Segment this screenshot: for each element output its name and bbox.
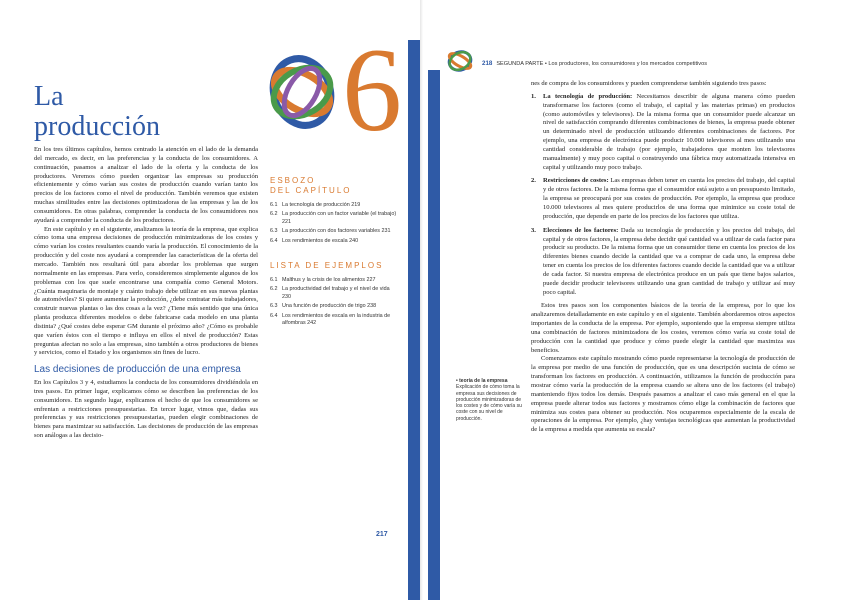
outline-item [270, 202, 398, 209]
running-header [482, 60, 707, 67]
page-number: 217 [376, 531, 388, 538]
step-text: Las empresas deben tener en cuenta los precios del trabajo, del capital y de otros factores. De la misma forma que el consumidor está sujeto a un presupuesto limitado, la empresa se preocupará por sus costes de producción. Por ejemplo, la empresa que produce 10.000 televisores al mes quiere producirlos de una forma que minimice su coste total de producción, que depende en parte de los precios de los factores que utiliza. [543, 177, 795, 220]
list-item [531, 93, 795, 173]
outline-title-line1: ESBOZO [270, 176, 316, 185]
blue-band-right [428, 70, 440, 600]
chapter-title-line1: La [34, 81, 64, 112]
example-num: 6.2 [270, 286, 278, 293]
margin-note [456, 378, 526, 422]
example-item [270, 313, 398, 328]
chapter-title-line2: producción [34, 111, 160, 142]
step-number: 3. [531, 226, 536, 234]
interlocking-rings-icon [262, 44, 342, 144]
step-number: 2. [531, 177, 536, 185]
outline-title-line2: DEL CAPÍTULO [270, 186, 352, 195]
paragraph: Estos tres pasos son los componentes básicos de la teoría de la empresa, por lo que los analizaremos detalladamente en este capítulo y en el siguiente. También abordaremos otros aspectos importantes de la conducta de la empresa. Por ejemplo, suponiendo que la empresa siempre utiliza una combinación de factores minimizadora de los costes, veremos cómo varía su coste total de producción con la cantidad que produce y cómo puede elegir la cantidad que maximiza sus beneficios. [531, 302, 795, 354]
example-text: Malthus y la crisis de los alimentos 227 [282, 277, 376, 284]
right-body [531, 80, 795, 435]
blue-band [408, 40, 420, 600]
paragraph: En los tres últimos capítulos, hemos centrado la atención en el lado de la demanda del mercado, es decir, en las preferencias y la conducta de los consumidores. A continuación, pasamos a analizar el lado de la oferta y la conducta de los productores. Veremos cómo pueden organizar las empresas su producción eficientemente y cómo varían sus costes de producción cuando varían tanto los precios de los factores como el nivel de producción. También veremos que existen muchas similitudes entre las decisiones optimizadoras de las empresas y las de los consumidores. En otras palabras, comprender la conducta de los consumidores nos ayudará a comprender la conducta de los productores. [34, 146, 258, 224]
chapter-outline [270, 176, 398, 329]
margin-note-text: Explicación de cómo toma la empresa sus decisiones de producción minimizadoras de los costes y de cómo varía su coste con su nivel de producción. [456, 384, 522, 422]
paragraph: En este capítulo y en el siguiente, analizamos la teoría de la empresa, que explica cómo toma una empresa decisiones de producción minimizadoras de los costes y cómo varían los costes resultantes cuando varía la producción. El conocimiento de la producción y del coste nos ayudará a comprender las características de la oferta del mercado. También nos resultará útil para abordar los problemas que surgen normalmente en las empresas. Para verlo, consideremos simplemente algunos de los problemas con los que suele encontrarse una compañía como General Motors. ¿Cuánta maquinaria de montaje y cuánto trabajo debe utilizar en sus nuevas plantas de automóviles? Si quiere aumentar la producción, ¿debe contratar más trabajadores, construir nuevas plantas o las dos cosas a la vez? ¿Tiene más sentido que una única planta produzca diferentes modelos o debe fabricarse cada modelo en una planta distinta? ¿Qué costes debe esperar GM durante el próximo año? ¿Cómo es probable que varíen éstos con el tiempo e influya en ellos el nivel de producción? Estas preguntas afectan no solo a las empresas, sino también a otros productores de bienes y servicios, como el Estado y los organismos sin fines de lucro. [34, 225, 258, 357]
outline-num: 6.4 [270, 237, 278, 244]
paragraph: nes de compra de los consumidores y pueden comprenderse también siguiendo tres pasos: [531, 80, 767, 87]
outline-item [270, 238, 398, 245]
example-num: 6.1 [270, 277, 278, 284]
paragraph: En los Capítulos 3 y 4, estudiamos la conducta de los consumidores dividiéndola en tres pasos. En primer lugar, explicamos cómo se describen las preferencias de los consumidores. En segundo lugar, explicamos el hecho de que los consumidores se enfrentan a restricciones presupuestarias. En tercer lugar, vimos que, dadas sus preferencias y sus restricciones presupuestarias, pueden elegir combinaciones de bienes para maximizar su satisfacción. Las decisiones de producción de las empresas son análogas a las decisio- [34, 379, 258, 440]
example-item [270, 286, 398, 301]
outline-item [270, 211, 398, 226]
example-item [270, 277, 398, 284]
outline-num: 6.3 [270, 228, 278, 235]
outline-num: 6.1 [270, 202, 278, 208]
outline-text: La producción con un factor variable (el trabajo) 221 [282, 211, 397, 225]
paragraph: Comenzamos este capítulo mostrando cómo puede representarse la tecnología de producción de la empresa por medio de una función de producción, que es una descripción sucinta de cómo se transforman los factores en producción. A continuación, utilizamos la función de producción para mostrar cómo varía la producción de la empresa cuando se altera uno de los factores (el trabajo) manteniendo fijos todos los demás. Después pasamos a analizar el caso más general en el que la empresa puede alterar todos sus factores y mostramos cómo elige la combinación de factores que minimiza sus costes para obtener su producción. Nos ocuparemos especialmente de la escala de operaciones de la empresa. Por ejemplo, ¿hay ventajas tecnológicas que aumentan la productividad de la empresa a medida que aumenta su escala? [531, 355, 795, 434]
step-text: Necesitamos describir de alguna manera cómo pueden transformarse los factores (como el trabajo, el capital y las materias primas) en productos (como automóviles y televisores). De la misma forma que un consumidor puede alcanzar un nivel de satisfacción comprando diferentes combinaciones de bienes, la empresa puede obtener un determinado nivel de producción utilizando diferentes combinaciones de factores. Por ejemplo, una empresa de electrónica puede producir 10.000 televisores al mes utilizando una cantidad considerable de trabajo (por ejemplo, trabajadores que monten los televisores manualmente) y muy poco capital o construyendo una fábrica muy automatizada intensiva en capital y utilizando muy poco trabajo. [543, 92, 796, 171]
header-page-number: 218 [482, 60, 493, 67]
outline-text: La tecnología de producción 219 [282, 202, 361, 208]
example-num: 6.4 [270, 312, 278, 319]
example-text: Una función de producción de trigo 238 [282, 303, 377, 310]
outline-item [270, 228, 398, 235]
example-text: La productividad del trabajo y el nivel de vida 230 [282, 286, 390, 300]
example-text: Los rendimientos de escala en la industria de alfombras 242 [282, 312, 391, 327]
list-item [531, 177, 795, 221]
step-title: Restricciones de costes: [543, 177, 609, 185]
margin-note-term: • teoría de la empresa [456, 378, 508, 384]
step-text: Dada su tecnología de producción y los precios del trabajo, del capital y de otros factores, la empresa debe decidir qué cantidad va a utilizar de cada factor para producir su producto. De la misma forma que un consumidor tiene en cuenta los precios de los diferentes bienes cuando decide la cantidad que va a comprar de cada uno, la empresa debe tener en cuenta los precios de los diferentes factores cuando decide la cantidad que va a utilizar de cada factor. Si nuestra empresa de electrónica produce en un país que tiene bajos salarios, puede decidir producir televisores utilizando una gran cantidad de trabajo y utilizar así muy poco capital. [543, 226, 795, 296]
step-title: Elecciones de los factores: [543, 226, 619, 234]
chapter-number: 6 [342, 23, 402, 156]
examples-title: LISTA DE EJEMPLOS [270, 261, 384, 271]
steps-list [531, 93, 795, 298]
step-number: 1. [531, 92, 536, 100]
list-item [531, 227, 795, 298]
example-item [270, 303, 398, 310]
step-title: La tecnología de producción: [543, 92, 633, 100]
section-heading: Las decisiones de producción de una empresa [34, 364, 241, 376]
outline-num: 6.2 [270, 211, 278, 218]
header-text: SEGUNDA PARTE • Los productores, los consumidores y los mercados competitivos [496, 61, 707, 67]
example-num: 6.3 [270, 303, 278, 310]
outline-text: Los rendimientos de escala 240 [282, 237, 359, 244]
interlocking-rings-icon [444, 48, 476, 74]
outline-text: La producción con dos factores variables 231 [282, 228, 391, 235]
left-body [34, 146, 258, 441]
chapter-title [34, 82, 160, 142]
outline-title [270, 176, 398, 196]
